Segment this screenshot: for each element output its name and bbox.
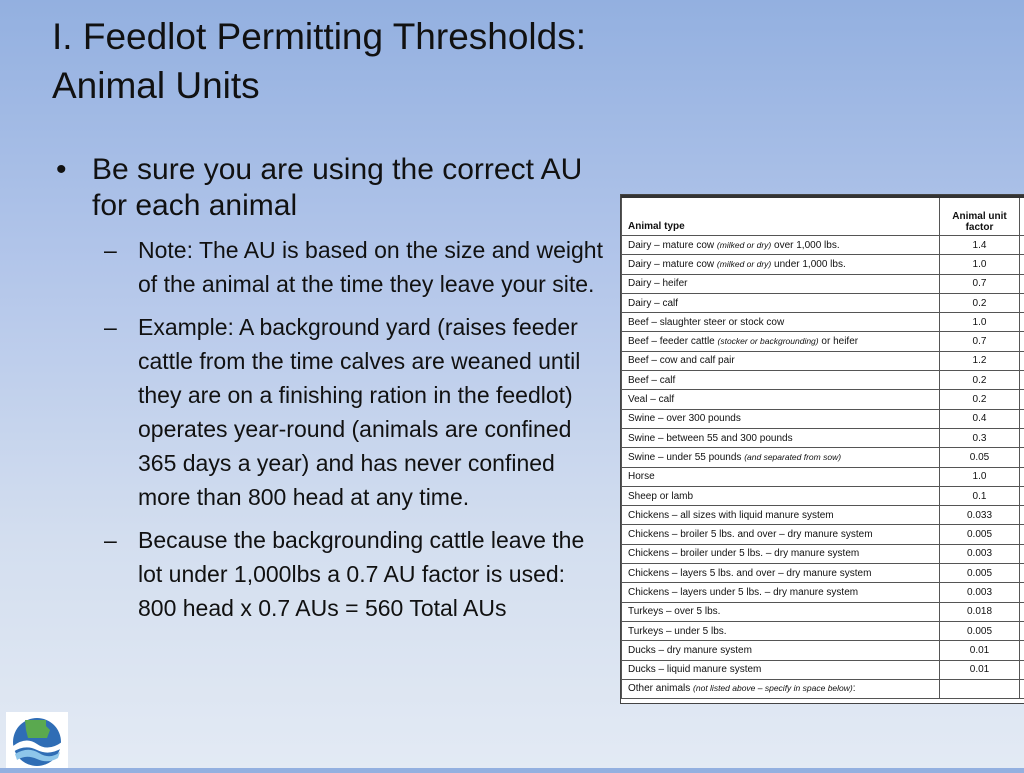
header-factor-line-1: Animal unit bbox=[952, 211, 1006, 222]
animal-type-text: Beef – slaughter steer or stock cow bbox=[628, 317, 784, 328]
animal-type-note: (not listed above – specify in space below) bbox=[693, 683, 853, 693]
table-row bbox=[622, 621, 1024, 640]
extra-column-cell bbox=[1020, 660, 1024, 679]
animal-unit-table-image bbox=[620, 194, 1024, 704]
animal-unit-factor-cell: 0.2 bbox=[940, 293, 1020, 312]
animal-unit-table bbox=[621, 195, 1024, 699]
animal-unit-factor-cell: 0.01 bbox=[940, 641, 1020, 660]
animal-unit-factor-cell: 0.033 bbox=[940, 506, 1020, 525]
extra-column-cell bbox=[1020, 486, 1024, 505]
animal-type-note: (milked or dry) bbox=[717, 240, 771, 250]
animal-type-text: Swine – between 55 and 300 pounds bbox=[628, 433, 793, 444]
animal-type-suffix: or heifer bbox=[819, 336, 858, 347]
animal-unit-factor-cell: 0.4 bbox=[940, 409, 1020, 428]
extra-column-cell bbox=[1020, 332, 1024, 351]
animal-unit-factor-cell: 1.0 bbox=[940, 255, 1020, 274]
table-row bbox=[622, 332, 1024, 351]
dash-mark: – bbox=[104, 310, 117, 344]
extra-column-cell bbox=[1020, 448, 1024, 467]
extra-column-cell bbox=[1020, 641, 1024, 660]
animal-type-cell bbox=[622, 448, 940, 467]
animal-type-text: Chickens – all sizes with liquid manure system bbox=[628, 510, 834, 521]
animal-type-text: Chickens – broiler 5 lbs. and over – dry manure system bbox=[628, 529, 873, 540]
table-row bbox=[622, 313, 1024, 332]
animal-type-text: Swine – under 55 pounds bbox=[628, 452, 744, 463]
slide-title bbox=[52, 12, 732, 110]
animal-type-text: Horse bbox=[628, 471, 655, 482]
table-row bbox=[622, 274, 1024, 293]
animal-type-cell bbox=[622, 486, 940, 505]
main-bullet bbox=[52, 152, 607, 224]
extra-column-cell bbox=[1020, 679, 1024, 698]
animal-type-text: Chickens – layers under 5 lbs. – dry manure system bbox=[628, 587, 858, 598]
sub-bullet-text: Note: The AU is based on the size and weight of the animal at the time they leave your site. bbox=[138, 237, 603, 297]
animal-type-text: Swine – over 300 pounds bbox=[628, 413, 741, 424]
table-row bbox=[622, 371, 1024, 390]
animal-unit-factor-cell: 0.018 bbox=[940, 602, 1020, 621]
table-row bbox=[622, 409, 1024, 428]
animal-unit-factor-cell: 1.0 bbox=[940, 467, 1020, 486]
header-extra-column bbox=[1020, 197, 1024, 236]
animal-unit-factor-cell: 0.005 bbox=[940, 564, 1020, 583]
animal-type-text: Dairy – mature cow bbox=[628, 240, 717, 251]
logo-graphic bbox=[6, 712, 68, 768]
table-row bbox=[622, 486, 1024, 505]
extra-column-cell bbox=[1020, 293, 1024, 312]
table-row bbox=[622, 428, 1024, 447]
table-row bbox=[622, 236, 1024, 255]
animal-type-cell bbox=[622, 293, 940, 312]
animal-type-cell bbox=[622, 583, 940, 602]
animal-type-cell bbox=[622, 641, 940, 660]
animal-type-cell bbox=[622, 428, 940, 447]
animal-type-text: Beef – cow and calf pair bbox=[628, 355, 735, 366]
slide-body bbox=[52, 152, 607, 625]
animal-type-cell bbox=[622, 602, 940, 621]
animal-type-cell bbox=[622, 351, 940, 370]
animal-unit-factor-cell: 1.0 bbox=[940, 313, 1020, 332]
sub-bullet-text: Example: A background yard (raises feeder cattle from the time calves are weaned until they are on a finishing ration in the feedlot) operates year-round (animals are confined 365 days a year) and has never confined more than 800 head at any time. bbox=[138, 314, 580, 510]
animal-unit-factor-cell bbox=[940, 679, 1020, 698]
animal-type-cell bbox=[622, 660, 940, 679]
extra-column-cell bbox=[1020, 583, 1024, 602]
animal-type-cell bbox=[622, 679, 940, 698]
sub-bullet-calculation bbox=[52, 523, 607, 625]
extra-column-cell bbox=[1020, 467, 1024, 486]
animal-type-text: Sheep or lamb bbox=[628, 491, 693, 502]
animal-type-note: (and separated from sow) bbox=[744, 452, 841, 462]
table-body bbox=[622, 236, 1024, 699]
animal-type-cell bbox=[622, 564, 940, 583]
extra-column-cell bbox=[1020, 313, 1024, 332]
animal-type-note: (milked or dry) bbox=[717, 259, 771, 269]
animal-type-text: Veal – calf bbox=[628, 394, 674, 405]
extra-column-cell bbox=[1020, 602, 1024, 621]
animal-type-cell bbox=[622, 525, 940, 544]
table-row bbox=[622, 564, 1024, 583]
table-row bbox=[622, 506, 1024, 525]
animal-type-cell bbox=[622, 544, 940, 563]
animal-type-text: Ducks – dry manure system bbox=[628, 645, 752, 656]
animal-unit-factor-cell: 0.3 bbox=[940, 428, 1020, 447]
animal-type-cell bbox=[622, 236, 940, 255]
animal-type-cell bbox=[622, 371, 940, 390]
extra-column-cell bbox=[1020, 236, 1024, 255]
animal-type-suffix: over 1,000 lbs. bbox=[771, 240, 839, 251]
table-row bbox=[622, 660, 1024, 679]
table-row bbox=[622, 390, 1024, 409]
table-row bbox=[622, 351, 1024, 370]
table-row bbox=[622, 467, 1024, 486]
animal-type-cell bbox=[622, 332, 940, 351]
extra-column-cell bbox=[1020, 428, 1024, 447]
animal-unit-factor-cell: 0.7 bbox=[940, 332, 1020, 351]
animal-type-text: Chickens – broiler under 5 lbs. – dry manure system bbox=[628, 548, 859, 559]
extra-column-cell bbox=[1020, 274, 1024, 293]
sub-bullet-example bbox=[52, 310, 607, 514]
animal-unit-factor-cell: 0.003 bbox=[940, 544, 1020, 563]
table-header-row bbox=[622, 197, 1024, 236]
sub-bullet-note bbox=[52, 233, 607, 301]
animal-type-note: (stocker or backgrounding) bbox=[718, 336, 819, 346]
animal-unit-factor-cell: 1.2 bbox=[940, 351, 1020, 370]
extra-column-cell bbox=[1020, 390, 1024, 409]
animal-unit-factor-cell: 0.005 bbox=[940, 525, 1020, 544]
sub-bullet-text: Because the backgrounding cattle leave the lot under 1,000lbs a 0.7 AU factor is used: 800 head x 0.7 AUs = 560 Total AUs bbox=[138, 527, 584, 621]
animal-type-text: Other animals bbox=[628, 683, 693, 694]
animal-type-cell bbox=[622, 506, 940, 525]
animal-unit-factor-cell: 0.1 bbox=[940, 486, 1020, 505]
animal-type-cell bbox=[622, 313, 940, 332]
table-row bbox=[622, 525, 1024, 544]
table-row bbox=[622, 602, 1024, 621]
table-row bbox=[622, 255, 1024, 274]
animal-type-cell bbox=[622, 409, 940, 428]
header-animal-unit-factor bbox=[940, 197, 1020, 236]
table-row bbox=[622, 544, 1024, 563]
extra-column-cell bbox=[1020, 409, 1024, 428]
animal-type-text: Turkeys – over 5 lbs. bbox=[628, 606, 720, 617]
agency-logo bbox=[6, 712, 68, 768]
header-animal-type: Animal type bbox=[622, 197, 940, 236]
table-row bbox=[622, 679, 1024, 698]
animal-unit-factor-cell: 0.005 bbox=[940, 621, 1020, 640]
dash-mark: – bbox=[104, 523, 117, 557]
animal-unit-factor-cell: 0.01 bbox=[940, 660, 1020, 679]
animal-type-cell bbox=[622, 621, 940, 640]
extra-column-cell bbox=[1020, 351, 1024, 370]
animal-type-text: Chickens – layers 5 lbs. and over – dry manure system bbox=[628, 568, 871, 579]
extra-column-cell bbox=[1020, 544, 1024, 563]
animal-unit-factor-cell: 0.2 bbox=[940, 371, 1020, 390]
animal-type-text: Ducks – liquid manure system bbox=[628, 664, 761, 675]
animal-type-text: Dairy – calf bbox=[628, 298, 678, 309]
extra-column-cell bbox=[1020, 255, 1024, 274]
animal-unit-factor-cell: 0.7 bbox=[940, 274, 1020, 293]
animal-type-text: Beef – feeder cattle bbox=[628, 336, 718, 347]
animal-type-cell bbox=[622, 255, 940, 274]
table-row bbox=[622, 448, 1024, 467]
animal-type-cell bbox=[622, 467, 940, 486]
extra-column-cell bbox=[1020, 506, 1024, 525]
animal-unit-factor-cell: 1.4 bbox=[940, 236, 1020, 255]
animal-type-text: Turkeys – under 5 lbs. bbox=[628, 626, 727, 637]
header-factor-line-2: factor bbox=[966, 222, 994, 233]
animal-type-suffix: : bbox=[853, 683, 856, 694]
sub-bullet-list bbox=[52, 233, 607, 625]
title-line-1: I. Feedlot Permitting Thresholds: bbox=[52, 12, 732, 61]
table-row bbox=[622, 641, 1024, 660]
animal-type-text: Dairy – mature cow bbox=[628, 259, 717, 270]
extra-column-cell bbox=[1020, 621, 1024, 640]
table-row bbox=[622, 293, 1024, 312]
animal-unit-factor-cell: 0.003 bbox=[940, 583, 1020, 602]
extra-column-cell bbox=[1020, 525, 1024, 544]
animal-unit-factor-cell: 0.2 bbox=[940, 390, 1020, 409]
animal-type-text: Dairy – heifer bbox=[628, 278, 687, 289]
title-line-2: Animal Units bbox=[52, 61, 732, 110]
bullet-mark: • bbox=[56, 152, 67, 188]
animal-type-suffix: under 1,000 lbs. bbox=[771, 259, 846, 270]
animal-type-cell bbox=[622, 390, 940, 409]
animal-type-text: Beef – calf bbox=[628, 375, 675, 386]
dash-mark: – bbox=[104, 233, 117, 267]
table-row bbox=[622, 583, 1024, 602]
animal-unit-factor-cell: 0.05 bbox=[940, 448, 1020, 467]
main-bullet-text: Be sure you are using the correct AU for each animal bbox=[92, 153, 582, 222]
animal-type-cell bbox=[622, 274, 940, 293]
extra-column-cell bbox=[1020, 371, 1024, 390]
extra-column-cell bbox=[1020, 564, 1024, 583]
